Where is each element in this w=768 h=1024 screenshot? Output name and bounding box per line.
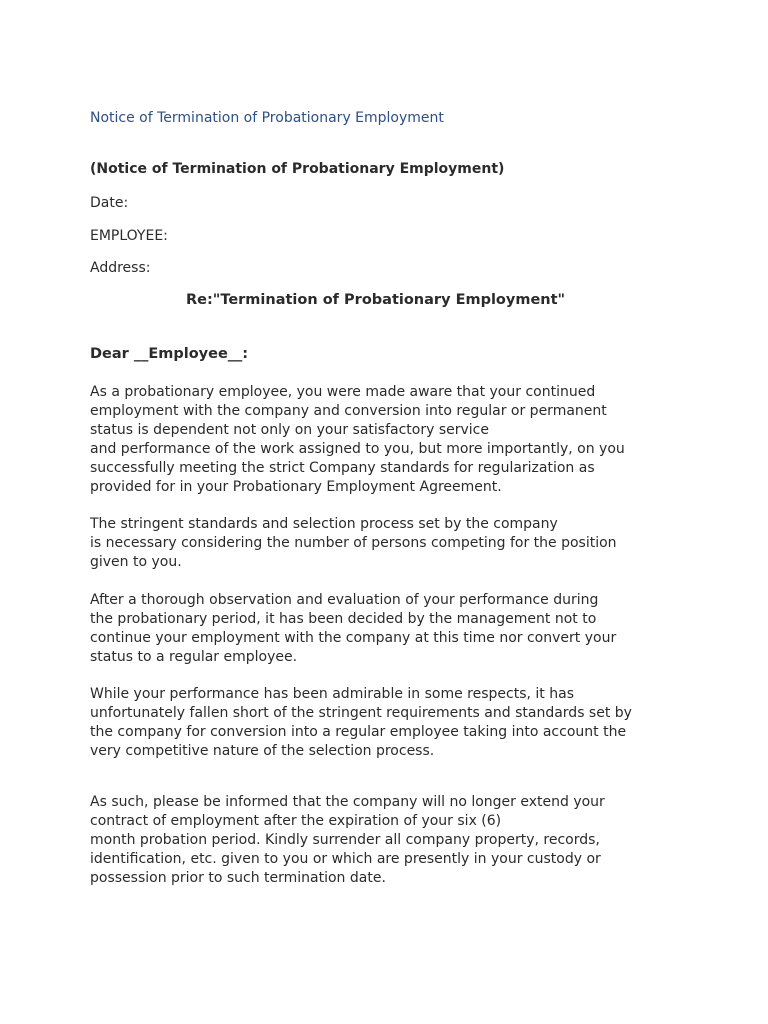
paragraph-line: identification, etc. given to you or which are presently in your custody or	[90, 851, 601, 867]
paragraph-line: successfully meeting the strict Company standards for regularization as	[90, 460, 595, 476]
paragraph-line: As a probationary employee, you were made aware that your continued	[90, 384, 596, 400]
paragraph-line: the probationary period, it has been decided by the management not to	[90, 611, 597, 627]
paragraph-line: The stringent standards and selection process set by the company	[90, 516, 558, 532]
paragraph-1	[90, 383, 690, 497]
salutation: Dear __Employee__:	[90, 346, 249, 362]
paragraph-line: month probation period. Kindly surrender all company property, records,	[90, 832, 600, 848]
paragraph-line: contract of employment after the expiration of your six (6)	[90, 813, 502, 829]
date-label: Date:	[90, 195, 129, 211]
paragraph-line: After a thorough observation and evaluation of your performance during	[90, 592, 599, 608]
paragraph-line: unfortunately fallen short of the stringent requirements and standards set by	[90, 705, 632, 721]
employee-label: EMPLOYEE:	[90, 228, 168, 244]
paragraph-line: is necessary considering the number of persons competing for the position	[90, 535, 617, 551]
paragraph-4	[90, 685, 690, 761]
paragraph-line: provided for in your Probationary Employment Agreement.	[90, 479, 502, 495]
document-heading: Notice of Termination of Probationary Employment	[90, 110, 444, 126]
paragraph-3	[90, 591, 690, 667]
paragraph-line: employment with the company and conversion into regular or permanent	[90, 403, 607, 419]
paragraph-line: given to you.	[90, 554, 182, 570]
paragraph-5	[90, 793, 690, 888]
paragraph-line: status to a regular employee.	[90, 649, 298, 665]
paragraph-line: As such, please be informed that the company will no longer extend your	[90, 794, 605, 810]
document-subtitle: (Notice of Termination of Probationary Employment)	[90, 161, 505, 177]
re-line: Re:"Termination of Probationary Employment"	[186, 292, 566, 308]
paragraph-2	[90, 515, 690, 572]
paragraph-line: possession prior to such termination date.	[90, 870, 386, 886]
paragraph-line: continue your employment with the company at this time nor convert your	[90, 630, 617, 646]
paragraph-line: status is dependent not only on your satisfactory service	[90, 422, 489, 438]
paragraph-line: While your performance has been admirable in some respects, it has	[90, 686, 574, 702]
address-label: Address:	[90, 260, 151, 276]
paragraph-line: very competitive nature of the selection process.	[90, 743, 435, 759]
paragraph-line: and performance of the work assigned to you, but more importantly, on you	[90, 441, 625, 457]
paragraph-line: the company for conversion into a regular employee taking into account the	[90, 724, 627, 740]
